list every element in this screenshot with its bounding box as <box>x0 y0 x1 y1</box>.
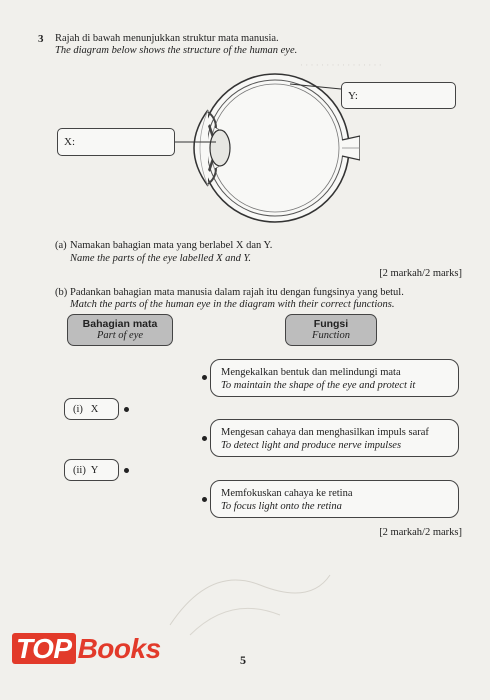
part-a-text-en: Name the parts of the eye labelled X and Y. <box>70 253 252 264</box>
function-2-ms: Mengesan cahaya dan menghasilkan impuls saraf <box>221 427 429 438</box>
part-x-match-dot[interactable] <box>124 407 129 412</box>
header-function <box>285 314 377 346</box>
header-left-ms: Bahagian mata <box>82 318 158 330</box>
part-b-marks: [2 markah/2 marks] <box>379 527 462 538</box>
function-box-3 <box>210 480 459 518</box>
question-text-en: The diagram below shows the structure of the human eye. <box>55 45 298 56</box>
part-b-text-en: Match the parts of the human eye in the diagram with their correct functions. <box>70 299 395 310</box>
function-1-match-dot[interactable] <box>202 375 207 380</box>
part-box-y <box>64 459 119 481</box>
part-a-text-ms: Namakan bahagian mata yang berlabel X dan Y. <box>70 240 273 251</box>
page-number: 5 <box>240 653 246 667</box>
function-2-en: To detect light and produce nerve impulses <box>221 440 402 451</box>
header-right-en: Function <box>312 330 350 341</box>
label-x-text: X: <box>64 136 75 148</box>
function-3-match-dot[interactable] <box>202 497 207 502</box>
part-y-match-dot[interactable] <box>124 468 129 473</box>
question-text-ms: Rajah di bawah menunjukkan struktur mata manusia. <box>55 33 279 44</box>
logo-top-text: TOP <box>12 633 76 664</box>
header-part-of-eye <box>67 314 173 346</box>
label-y-text: Y: <box>348 89 358 102</box>
header-left-en: Part of eye <box>96 330 144 341</box>
question-number: 3 <box>38 33 44 45</box>
part-b-text-ms: Padankan bahagian mata manusia dalam rajah itu dengan fungsinya yang betul. <box>70 287 404 298</box>
part-box-x <box>64 398 119 420</box>
function-box-2 <box>210 419 459 457</box>
header-right-ms: Fungsi <box>313 318 349 330</box>
part-a-marks: [2 markah/2 marks] <box>379 268 462 279</box>
topbooks-watermark-logo <box>12 633 161 665</box>
function-2-match-dot[interactable] <box>202 436 207 441</box>
bleed-through-sketch <box>150 545 350 645</box>
part-y-label: (ii) Y <box>73 464 99 476</box>
logo-books-text: Books <box>77 633 161 664</box>
label-y-answer-box[interactable] <box>341 82 456 109</box>
bleed-through-text: · · · · · · · · · · · · · · · · <box>300 60 382 70</box>
part-x-label: (i) X <box>73 403 99 415</box>
function-box-1 <box>210 359 459 397</box>
function-1-en: To maintain the shape of the eye and protect it <box>221 380 416 391</box>
function-3-ms: Memfokuskan cahaya ke retina <box>221 488 353 499</box>
function-3-en: To focus light onto the retina <box>221 501 342 512</box>
label-x-answer-box[interactable] <box>57 128 175 156</box>
part-b-label: (b) <box>55 287 68 298</box>
eye-diagram <box>170 66 360 226</box>
part-a-label: (a) <box>55 240 67 251</box>
function-1-ms: Mengekalkan bentuk dan melindungi mata <box>221 367 401 378</box>
